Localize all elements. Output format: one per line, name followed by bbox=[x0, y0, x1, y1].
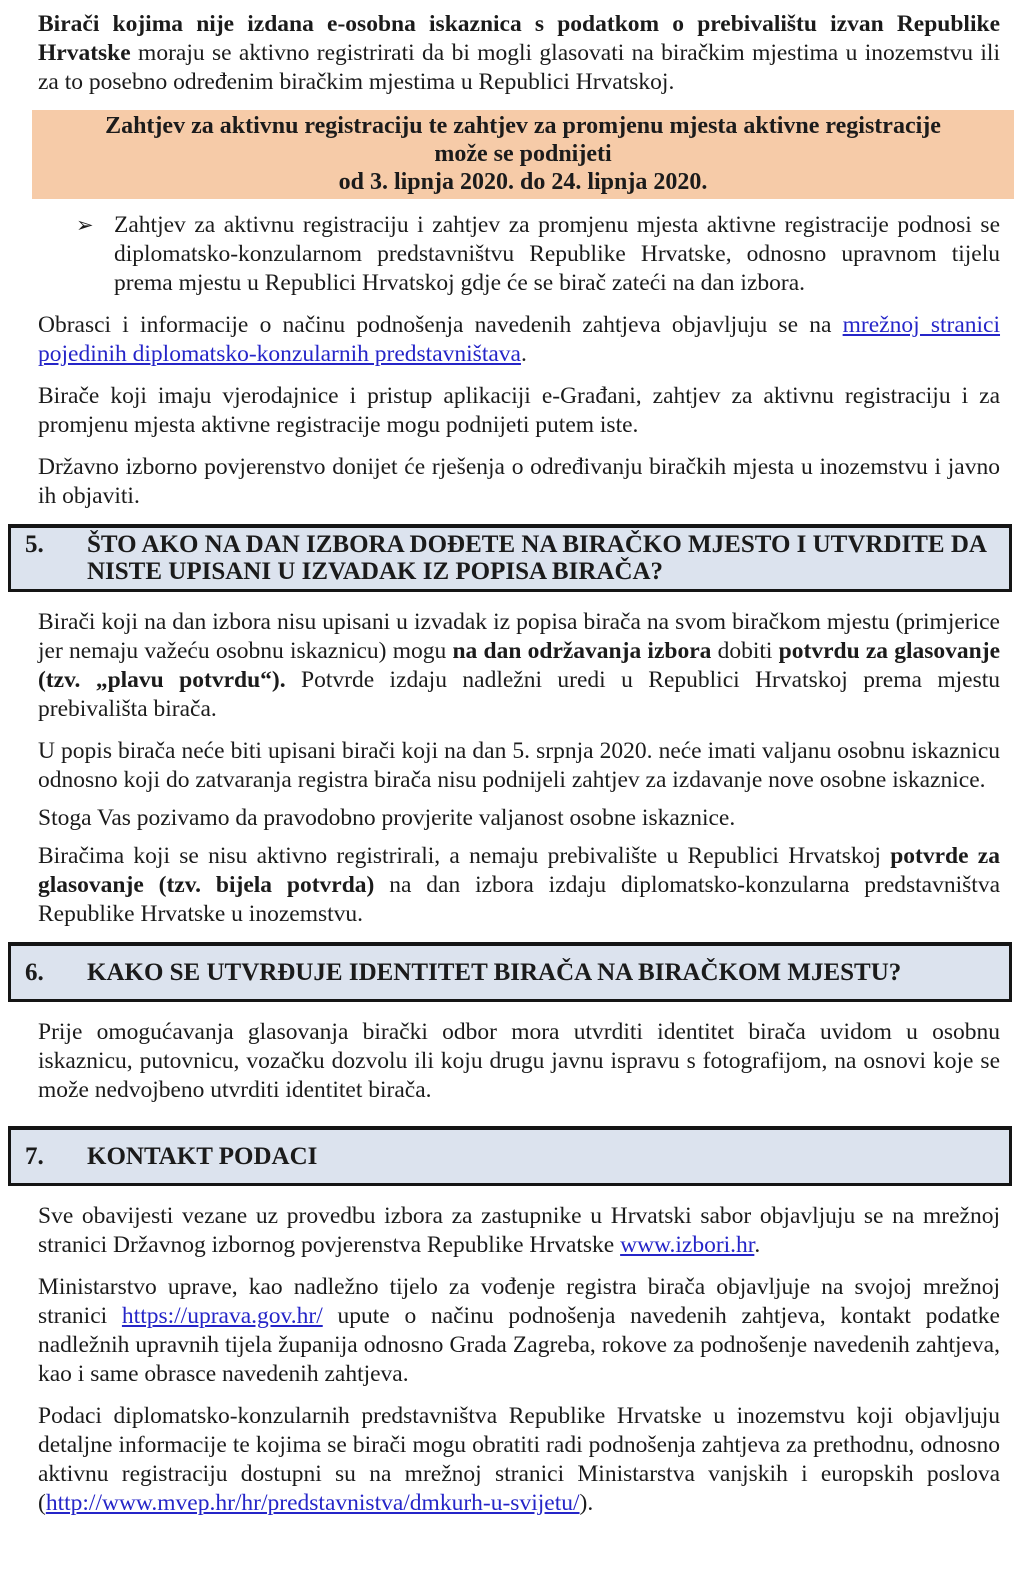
white-certificate-paragraph bbox=[38, 842, 1000, 929]
s5-p1-bold-election-day: na dan održavanja izbora bbox=[452, 638, 712, 664]
identity-check-paragraph: Prije omogućavanja glasovanja birački odbor mora utvrditi identitet birača uvidom u osobnu iskaznicu, putovnicu, vozačku dozvolu ili koju drugu javnu ispravu s fotografijom, na osnovi koje se može nedvojbeno utvrditi identitet birača. bbox=[38, 1019, 1000, 1103]
dip-decision-paragraph: Državno izborno povjerenstvo donijet će rješenja o određivanju biračkih mjesta u inozemstvu i javno ih objaviti. bbox=[38, 454, 1000, 509]
link-uprava-gov-hr[interactable]: https://uprava.gov.hr/ bbox=[121, 1303, 323, 1329]
s7-p1-period: . bbox=[754, 1232, 761, 1258]
section-heading-5 bbox=[8, 524, 1012, 592]
bullet-item-active-registration bbox=[38, 211, 1000, 298]
forms-info-paragraph bbox=[38, 311, 1000, 369]
bullet-text: Zahtjev za aktivnu registraciju i zahtjev za promjenu mjesta aktivne registracije podnosi se diplomatsko-konzularnom predstavništvu Republike Hrvatske, odnosno upravnom tijelu prema mjestu u Republici Hrvatskoj gdje će se birač zateći na dan izbora. bbox=[114, 212, 1000, 296]
section-number: 7. bbox=[25, 1143, 44, 1170]
forms-info-period: . bbox=[520, 341, 527, 367]
forms-info-text: Obrasci i informacije o načinu podnošenja navedenih zahtjeva objavljuju se na bbox=[38, 312, 843, 338]
s7-p2-post: upute o načinu podnošenja navedenih zahtjeva, kontakt podatke nadležnih upravnih tijela županija odnosno Grada Zagreba, rokove za podnošenje navedenih zahtjeva, kao i same obrasce navedenih zahtjeva. bbox=[38, 1303, 1000, 1387]
s5-p4-pre: Biračima koji se nisu aktivno registrirali, a nemaju prebivalište u Republici Hrvatskoj bbox=[38, 843, 891, 869]
link-izbori-hr[interactable]: www.izbori.hr bbox=[620, 1232, 755, 1258]
intro-lead-bold: Birači kojima nije izdana e-osobna iskaznica s podatkom o prebivalištu izvan Republike Hrvatske bbox=[38, 11, 1000, 66]
deadline-line-3: od 3. lipnja 2020. do 24. lipnja 2020. bbox=[338, 169, 708, 195]
voter-list-paragraph: U popis birača neće biti upisani birači koji na dan 5. srpnja 2020. neće imati valjanu osobnu iskaznicu odnosno koji do zatvaranja registra birača nisu podnijeli zahtjev za izdavanje nove osobne iskaznice. bbox=[38, 738, 1000, 793]
deadline-highlight-box bbox=[32, 110, 1014, 199]
arrow-bullet-icon: ➢ bbox=[76, 213, 94, 237]
s7-p1-pre: Sve obavijesti vezane uz provedbu izbora za zastupnike u Hrvatski sabor objavljuju se na mrežnoj stranici Državnog izbornog povjerenstva Republike Hrvatske bbox=[38, 1203, 1000, 1258]
s5-p1-mid: dobiti bbox=[711, 638, 779, 664]
section-heading-6 bbox=[8, 942, 1012, 1002]
section-title: KAKO SE UTVRĐUJE IDENTITET BIRAČA NA BIRAČKOM MJESTU? bbox=[87, 959, 902, 986]
section-title: ŠTO AKO NA DAN IZBORA DOĐETE NA BIRAČKO MJESTO I UTVRDITE DA NISTE UPISANI U IZVADAK IZ POPISA BIRAČA? bbox=[87, 531, 986, 585]
dip-website-paragraph bbox=[38, 1202, 1000, 1260]
intro-body-text: moraju se aktivno registrirati da bi mogli glasovati na biračkim mjestima u inozemstvu ili za to posebno određenim biračkim mjestima u Republici Hrvatskoj. bbox=[38, 40, 1000, 95]
section-number: 5. bbox=[25, 531, 44, 558]
section-heading-7 bbox=[8, 1126, 1012, 1186]
s5-p1-pre: Birači koji na dan izbora nisu upisani u izvadak iz popisa birača na svom biračkom mjestu (primjerice jer nemaju važeću osobnu iskaznicu) mogu bbox=[38, 609, 1000, 664]
ministry-administration-paragraph bbox=[38, 1273, 1000, 1389]
id-validity-reminder-paragraph: Stoga Vas pozivamo da pravodobno provjerite valjanost osobne iskaznice. bbox=[38, 805, 736, 831]
s7-p3-pre: Podaci diplomatsko-konzularnih predstavništva Republike Hrvatske u inozemstvu koji objavljuju detaljne informacije te kojima se birači mogu obratiti radi podnošenja zahtjeva za prethodnu, odnosno aktivnu registraciju dostupni su na mrežnoj stranici Ministarstva vanjskih i europskih poslova ( bbox=[38, 1403, 1000, 1516]
s5-p4-bold-white-certificate: potvrde za glasovanje (tzv. bijela potvrda) bbox=[38, 843, 1000, 898]
egradani-paragraph: Birače koji imaju vjerodajnice i pristup aplikaciji e-Građani, zahtjev za aktivnu registraciju i za promjenu mjesta aktivne registracije mogu podnijeti putem iste. bbox=[38, 383, 1000, 438]
s5-p1-post: Potvrde izdaju nadležni uredi u Republici Hrvatskoj prema mjestu prebivališta birača. bbox=[38, 667, 1000, 722]
blue-certificate-paragraph bbox=[38, 608, 1000, 724]
intro-paragraph bbox=[38, 10, 1000, 97]
foreign-affairs-paragraph bbox=[38, 1402, 1000, 1518]
section-title: KONTAKT PODACI bbox=[87, 1143, 318, 1170]
section-number: 6. bbox=[25, 959, 44, 986]
s7-p2-pre: Ministarstvo uprave, kao nadležno tijelo za vođenje registra birača objavljuje na svojoj mrežnoj stranici bbox=[38, 1274, 1000, 1329]
s7-p3-post: ). bbox=[579, 1490, 594, 1516]
link-mvep-hr[interactable]: http://www.mvep.hr/hr/predstavnistva/dmkurh-u-svijetu/ bbox=[45, 1490, 580, 1516]
s5-p4-post: na dan izbora izdaju diplomatsko-konzularna predstavništva Republike Hrvatske u inozemstvu. bbox=[38, 872, 1000, 927]
deadline-line-2: može se podnijeti bbox=[434, 141, 612, 167]
deadline-line-1: Zahtjev za aktivnu registraciju te zahtjev za promjenu mjesta aktivne registracije bbox=[105, 113, 941, 139]
link-dkp-web-pages[interactable]: mrežnoj stranici pojedinih diplomatsko-konzularnih predstavništava bbox=[38, 312, 1001, 367]
s5-p1-bold-blue-certificate: potvrdu za glasovanje (tzv. „plavu potvrdu“). bbox=[38, 638, 1001, 693]
